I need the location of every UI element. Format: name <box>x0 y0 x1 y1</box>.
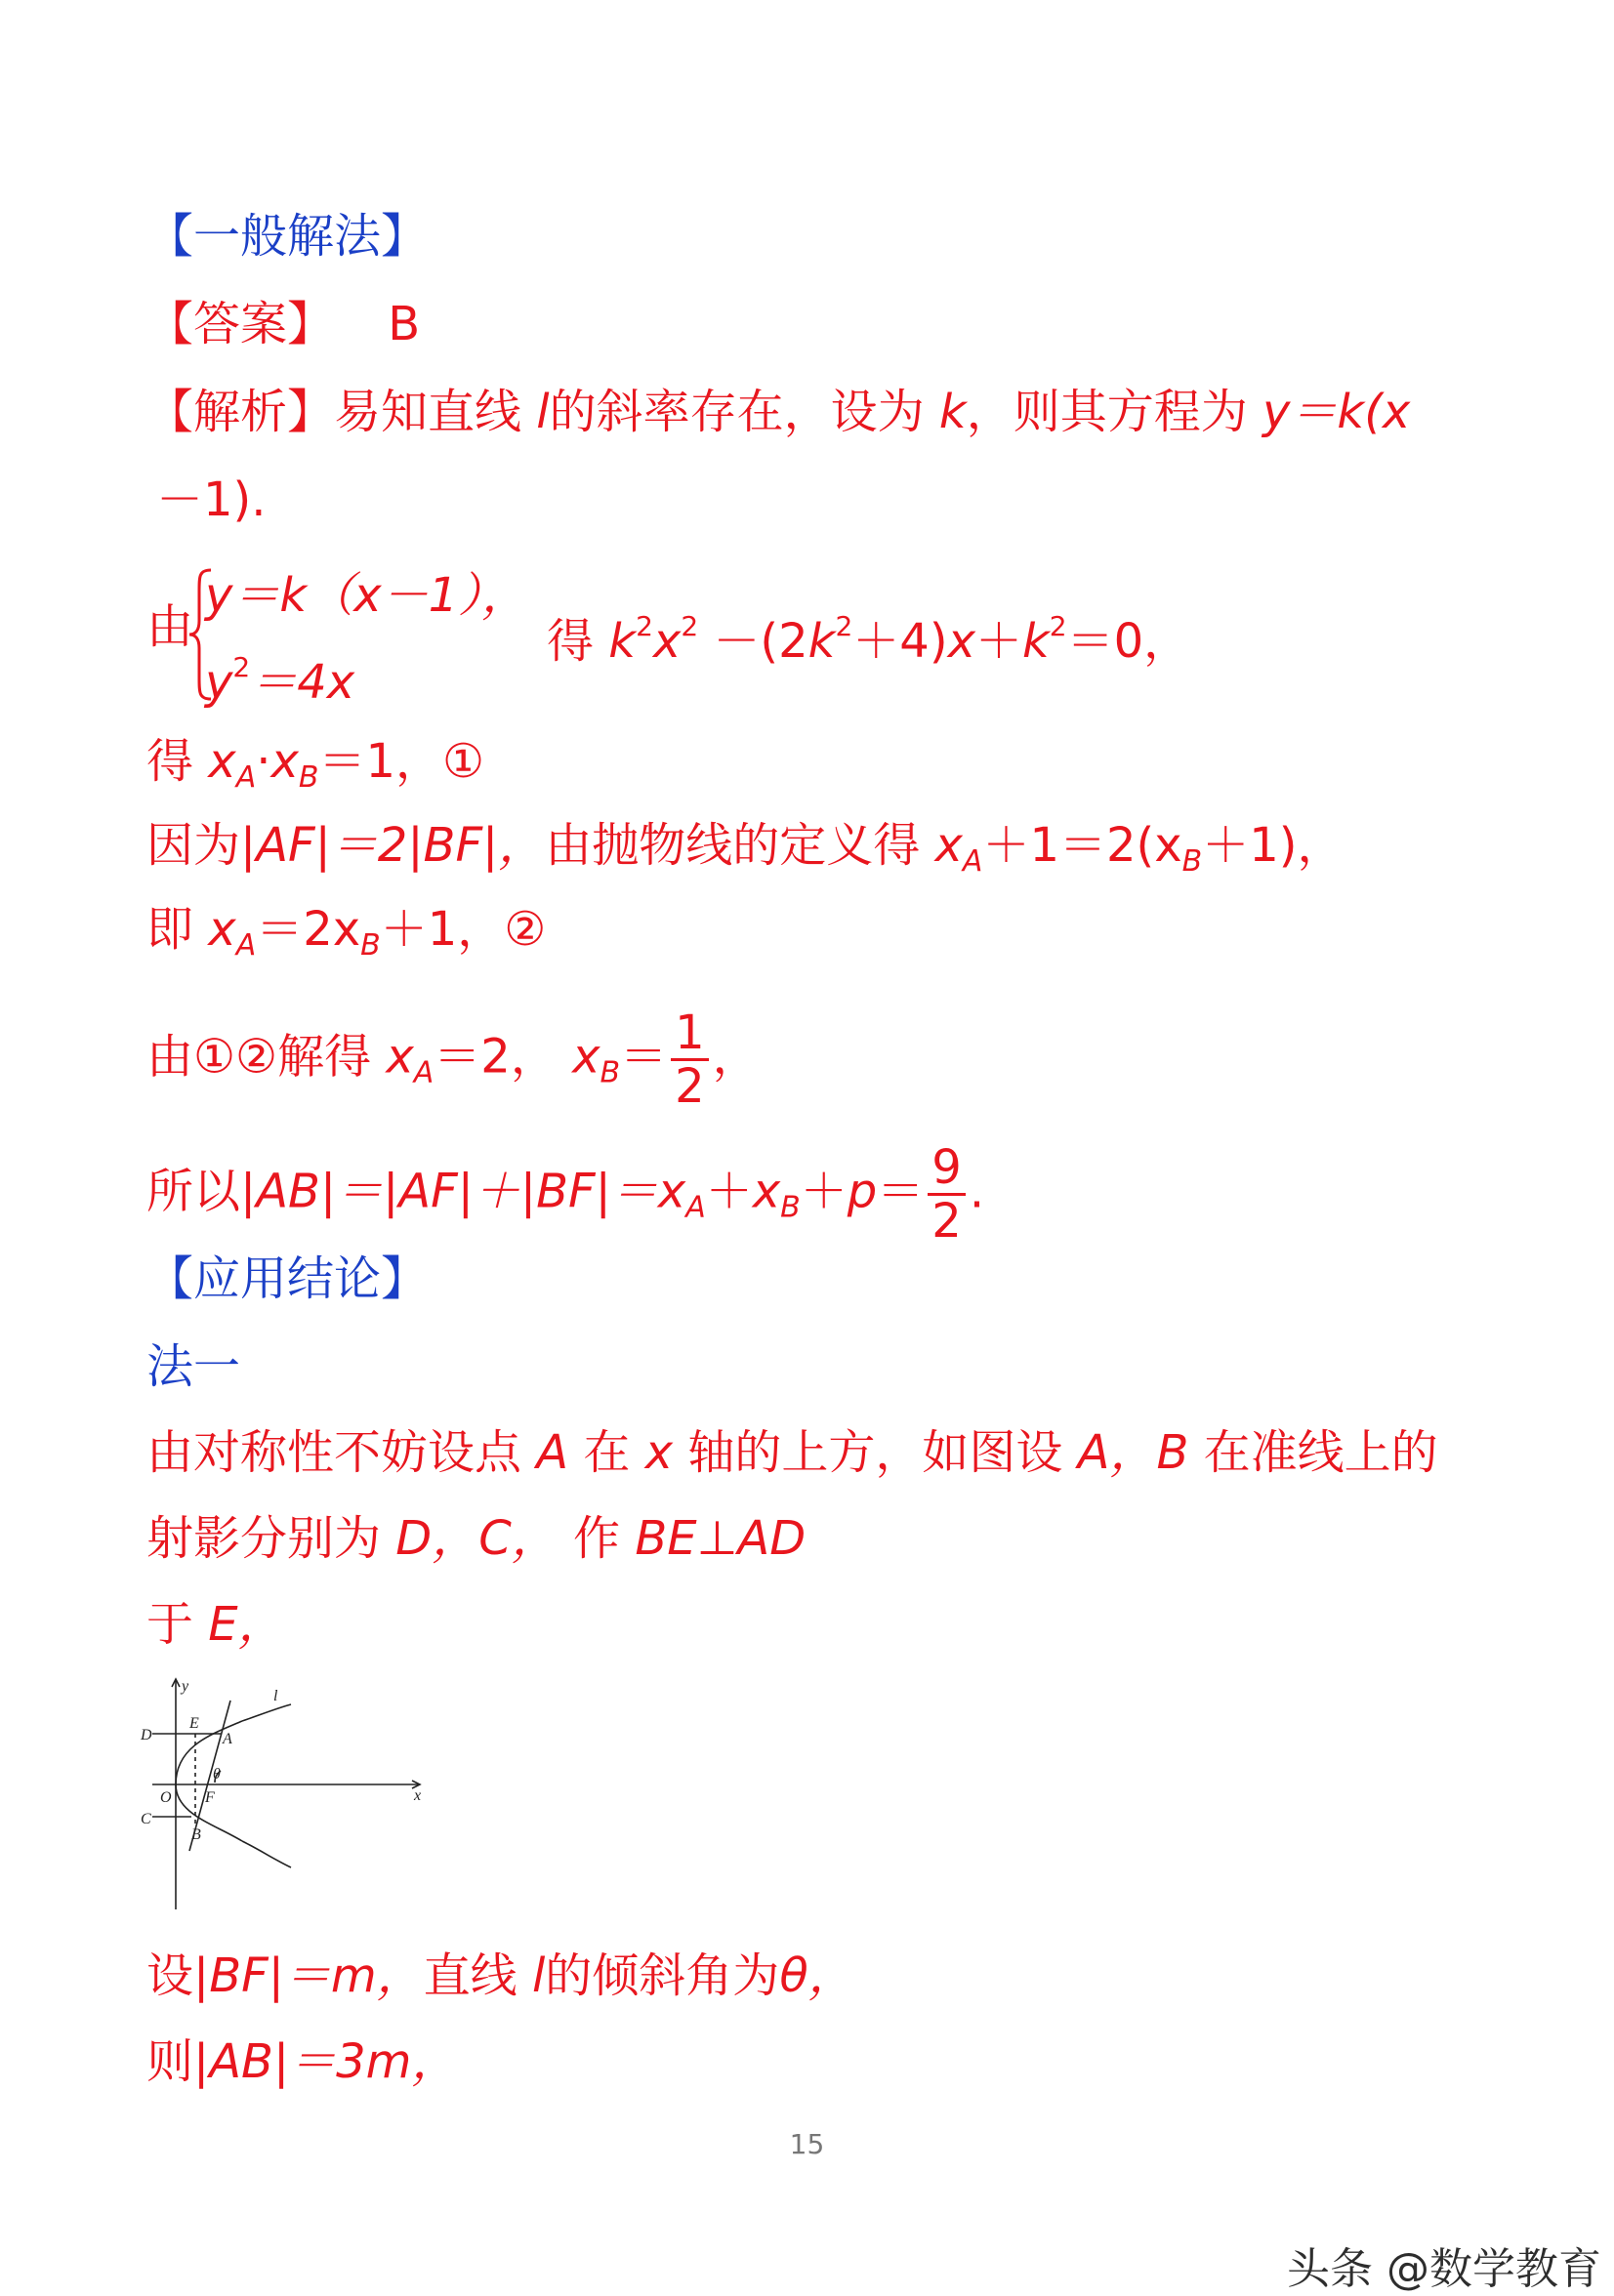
heading-general-method: 【一般解法】 <box>146 209 429 264</box>
fraction <box>671 1007 709 1112</box>
label-O: O <box>160 1789 172 1806</box>
perpendicular: BE⊥AD <box>635 1511 807 1566</box>
text: 设 <box>146 1948 194 2003</box>
text: 直线 <box>423 1948 517 2003</box>
text: 则 <box>146 2034 194 2089</box>
solve-prefix: 由①②解得 <box>146 1029 372 1085</box>
page-number: 15 <box>789 2128 825 2160</box>
method-one-line-3 <box>146 1595 285 1654</box>
label-B: B <box>191 1826 201 1843</box>
analysis-text: 易知直线 <box>334 385 522 439</box>
eq-ab: |AB|＝3m， <box>193 2034 459 2089</box>
solve-b: ＝ <box>620 1029 668 1085</box>
parabola-figure <box>141 1677 428 1916</box>
var-l: l <box>536 385 550 439</box>
solve-end: ， <box>712 1029 760 1085</box>
solve-line: 由①②解得 $x_A=2$， $x_B=$ $\frac{1}{2}$ ， <box>146 1005 760 1114</box>
fraction-numerator: 1 <box>671 1007 709 1061</box>
because-end: ＋1)， <box>1202 818 1345 873</box>
method-one-line-2 <box>146 1509 806 1568</box>
because-tail: ＋1＝2(x <box>982 818 1182 873</box>
text: 射影分别为 <box>146 1511 382 1566</box>
label-l: l <box>273 1688 278 1704</box>
analysis-label: 【解析】 <box>146 385 335 439</box>
ie-tail: ＋1，② <box>380 902 547 957</box>
answer-value: B <box>388 297 421 351</box>
method-one-line-5 <box>146 2032 458 2091</box>
sum-prefix: 所以 <box>146 1164 241 1219</box>
text: 在 <box>583 1425 631 1480</box>
eq-rhs: ＝4x <box>250 655 355 710</box>
analysis-line-2: －1). <box>156 472 267 527</box>
text: 作 <box>573 1511 621 1566</box>
system-result: 得 $k^2x^2 -(2k^2+4)x+k^2=0$， <box>547 610 1191 669</box>
point-A: A <box>536 1425 569 1480</box>
method-one-line-4 <box>146 1947 855 2005</box>
var-y: y <box>205 655 233 710</box>
answer-label: 【答案】 <box>146 297 335 351</box>
ie-prefix: 即 <box>146 902 194 957</box>
product-line: 得 $x_A\cdot x_B=1$，① <box>146 734 485 795</box>
points-D-C: D，C， <box>395 1511 559 1566</box>
points-A-B: A，B <box>1077 1425 1189 1480</box>
method-one-line-1 <box>146 1423 1438 1482</box>
label-theta: θ <box>213 1766 221 1783</box>
var-theta: θ， <box>779 1948 855 2003</box>
var-k: k <box>938 385 967 439</box>
answer-line <box>146 295 420 353</box>
label-C: C <box>141 1811 151 1827</box>
watermark: 头条 @数学教育 <box>1287 2244 1601 2294</box>
sum-eq: |AB|＝|AF|＋|BF|＝x <box>240 1164 686 1219</box>
because-line: 因为|AF|＝2|BF|，由抛物线的定义得 $x_A+1=2(x_B+1)$， <box>146 818 1345 879</box>
result-prefix: 得 <box>547 614 595 669</box>
heading-application: 【应用结论】 <box>146 1251 429 1306</box>
text: 轴的上方，如图设 <box>687 1425 1063 1480</box>
because-prefix: 因为 <box>146 818 241 873</box>
text: 由对称性不妨设点 <box>146 1425 522 1480</box>
system-eq-1: y＝k（x－1）， <box>205 568 529 623</box>
because-mid: 由抛物线的定义得 <box>545 818 921 873</box>
eq-bf: |BF|＝m， <box>193 1948 424 2003</box>
point-E: E， <box>208 1597 285 1652</box>
text: 于 <box>146 1597 194 1652</box>
heading-method-one: 法一 <box>146 1339 241 1394</box>
label-x: x <box>414 1787 422 1804</box>
because-eq: |AF|＝2|BF|， <box>240 818 546 873</box>
label-F: F <box>205 1789 215 1806</box>
fraction-denominator: 2 <box>931 1194 962 1249</box>
analysis-text: 的斜率存在，设为 <box>549 385 925 439</box>
sum-end: . <box>969 1164 985 1219</box>
label-E: E <box>189 1715 199 1732</box>
system-prefix: 由 <box>146 599 194 654</box>
fraction-numerator: 9 <box>928 1142 966 1196</box>
fraction-denominator: 2 <box>675 1059 705 1114</box>
product-prefix: 得 <box>146 734 194 789</box>
ie-line: 即 $x_A=2x_B+1$，② <box>146 902 547 963</box>
analysis-line-1 <box>146 383 1410 441</box>
line-equation: y＝k(x <box>1262 385 1411 439</box>
text: 的倾斜角为 <box>545 1948 780 2003</box>
label-D: D <box>141 1727 152 1743</box>
label-y: y <box>182 1678 189 1695</box>
product-tail: ＝1，① <box>318 734 485 789</box>
solve-a: ＝2， <box>434 1029 558 1085</box>
text: 在准线上的 <box>1203 1425 1438 1480</box>
sum-line: 所以$|AB|=|AF|+|BF|=x_A+x_B+p=$ $\frac{9}{2}$ . <box>146 1140 985 1249</box>
system-eq-2: $y^2=4x$ <box>205 651 355 710</box>
label-A: A <box>223 1731 232 1747</box>
var-x: x <box>644 1425 674 1480</box>
ie-mid: ＝2x <box>256 902 361 957</box>
var-l: l <box>531 1948 546 2003</box>
fraction <box>928 1142 966 1247</box>
analysis-text: ，则其方程为 <box>966 385 1248 439</box>
